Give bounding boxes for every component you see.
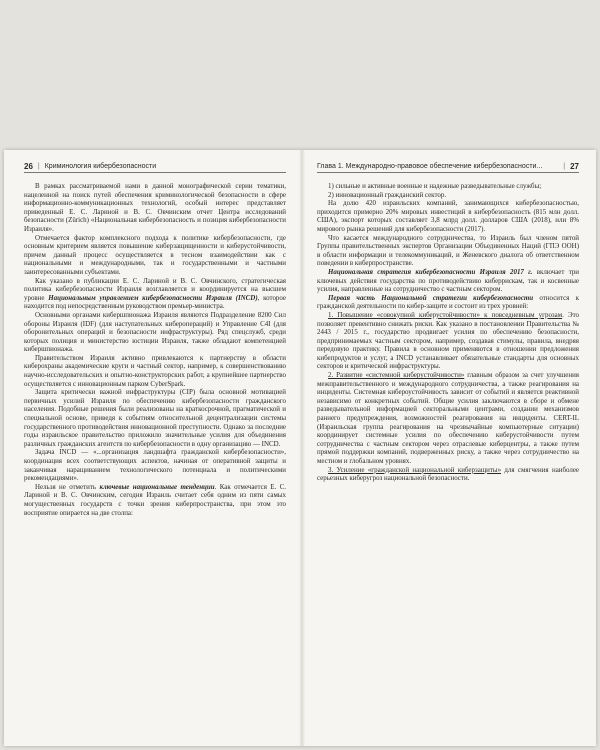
left-page-header <box>24 160 286 173</box>
paragraph: Отмечается фактор комплексного подхода к политике кибербезопасности, где основным критерием является повышение киберзащищенности и киберустойчивости, причем данный процесс осуществляется в тесном взаимодействии как с национальными и международными, так и государственными и частными заинтересованными субъектами. <box>24 233 286 276</box>
list-item: 1. Повышение «совокупной киберустойчивости» к повседневным угрозам. Это позволяет превентивно снижать риски. Как указано в постановлении Правительства № 2443 / 2015 г., государство продвигает усилия по обеспечению безопасности, предпринимаемых частным сектором, например, создавая стимулы, правила, внедряя передовую практику. Правила в основном применяются в отношении предложения кибепродуктов и услуг, а INCD устанавливает обязательные стандарты для основных секторов и критической инфраструктуры. <box>317 310 579 371</box>
book-spread <box>4 150 596 746</box>
list-item: 2) инновационный гражданский сектор. <box>328 190 447 199</box>
header-separator: | <box>37 162 40 170</box>
paragraph: Что касается международного сотрудничества, то Израиль был членом пятой Группы правительственных экспертов Организации Объединенных Наций (ГПЭ ООН) в области информации и телекоммуникаций, и Женевского диалога об ответственном поведении в киберпространстве. <box>317 233 579 268</box>
underlined-term: 2. Развитие «системной киберустойчивости» <box>328 371 465 380</box>
underlined-term: 3. Усиление «гражданской национальной киберзащиты» <box>328 465 502 474</box>
paragraph: Первая часть Национальной стратегии кибербезопасности относится к гражданской деятельности по кибер-защите и состоит из трех уровней: <box>317 293 579 311</box>
paragraph: Задача INCD — «...организация ландшафта гражданской кибербезопасности», координация всех соответствующих аспектов, начиная от оперативной защиты и заканчивая наращиванием технологического потенциала и политическими рекомендациями». <box>24 448 286 483</box>
paragraph: Правительством Израиля активно привлекаются к партнерству в области киберохраны академические круги и частный сектор, например, к совершенствованию научно-исследовательских и опытно-конструкторских работ, а крупнейшее партнерство осуществляется с инновационным парком CyberSpark. <box>24 353 286 388</box>
book-gutter <box>299 150 305 746</box>
list-item: 3. Усиление «гражданской национальной киберзащиты» для смягчения наиболее серьезных киберугроз национальной безопасности. <box>317 465 580 483</box>
emphasis: Национальная стратегия кибербезопасности Израиля 2017 г. <box>328 267 533 276</box>
running-head: Криминология кибербезопасности <box>44 162 157 170</box>
right-page-header <box>317 160 579 173</box>
page-number: 27 <box>570 161 579 171</box>
running-head: Глава 1. Международно-правовое обеспечение кибербезопасности... <box>317 162 543 170</box>
header-separator: | <box>563 162 566 170</box>
paragraph: Национальная стратегия кибербезопасности Израиля 2017 г. включает три ключевых действия государства по противодействию киберрискам, так и косвенные усилия, направленные на сотрудничество с частным сектором. <box>317 267 579 294</box>
paragraph: Как указано в публикации Е. С. Лариной и В. С. Овчинского, стратегическая политика кибербезопасности Израиля возглавляется и координируется на высшем уровне Национальным управлением кибербезопасности Израиля (INCD), которое находится под непосредственным руководством премьер-министра. <box>24 276 287 311</box>
list-item: 2. Развитие «системной киберустойчивости» главным образом за счет улучшения межправительственного и международного сотрудничества, а также реагирования на инциденты. Системная кибероустойчивость зависит от событий и является реактивной независимо от конкретных событий. Общие усилия заключаются в сборе и обмене разведывательной информацией секторальными центрами, создании механизмов раннего предупреждения, возможностей реагирования на инциденты. CERT-IL (Израильская группа реагирования на чрезвычайные компьютерные ситуации) координирует системные усилия по обеспечению киберустойчивости путем сотрудничества с частным сектором через отраслевые киберцентры, а также путем прямой поддержки компаний, подверженных риску, а также через сотрудничество на местном и глобальном уровнях. <box>317 371 579 465</box>
paragraph: На долю 420 израильских компаний, занимающихся кибербезопасностью, приходится примерно 20% мировых инвестиций в кибербезопасность (815 млн долл. США), экспорт которых составляет 3,8 млрд долл. долларов США (2018), или 8% мирового рынка решений для кибербезопасности (2017). <box>317 199 579 233</box>
left-page-body <box>24 182 286 517</box>
list-item: 1) сильные и активные военные и надежные разведывательные службы; <box>328 182 542 190</box>
right-page-body <box>317 182 579 483</box>
page-number: 26 <box>24 161 33 171</box>
paragraph: В рамках рассматриваемой нами в данной монографической серии тематики, нацеленной на поиск путей обеспечения криминологической безопасности в сфере информационно-коммуникационных технологий, особый интерес представляет приведенный Е. С. Лариной и В. С. Овчинским отчет Центра исследований безопасности (Zürich) «Национальная кибербезопасность и позиция кибербезопасности Израиля». <box>24 182 286 233</box>
paragraph: Защита критически важной инфраструктуры (CIP) была основной мотивацией первичных усилий Израиля по обеспечению кибербезопасности гражданского населения. Подобные решения были реализованы на краткосрочной, прагматической и специальной основе, приведя к событиям относительной децентрализации системы государственного противодействия инновационной преступности. Однако за последние годы израильское правительство приложило значительные усилия для объединения различных гражданских агентств по кибербезопасности в одну организацию — INCD. <box>24 388 286 448</box>
left-page <box>24 160 286 517</box>
emphasis: ключевые национальные тенденции <box>99 482 215 491</box>
emphasis: Первая часть Национальной стратегии кибербезопасности <box>328 293 534 302</box>
right-page <box>317 160 579 483</box>
underlined-term: 1. Повышение «совокупной киберустойчивости» к повседневным угрозам <box>328 310 563 319</box>
paragraph: Основными органами кибершпионажа Израиля являются Подразделение 8200 Сил обороны Израиля (IDF) (для наступательных киберопераций) и Управление C4I (для оборонительных операций и безопасности инфраструктуры). Ряд спецслужб, среди которых полиция и министерство юстиции Израиля, также обладают компетенцией кибершпионажа. <box>24 310 286 354</box>
emphasis: Национальным управлением кибербезопасности Израиля (INCD) <box>48 293 258 302</box>
paragraph: Нельзя не отметить ключевые национальные тенденции. Как отмечается Е. С. Лариной и В. С. Овчинским, сегодня Израиль считает себя одним из пяти самых могущественных государств с точки зрения киберпространства, при этом это восприятие опирается на две столпа: <box>24 482 287 517</box>
